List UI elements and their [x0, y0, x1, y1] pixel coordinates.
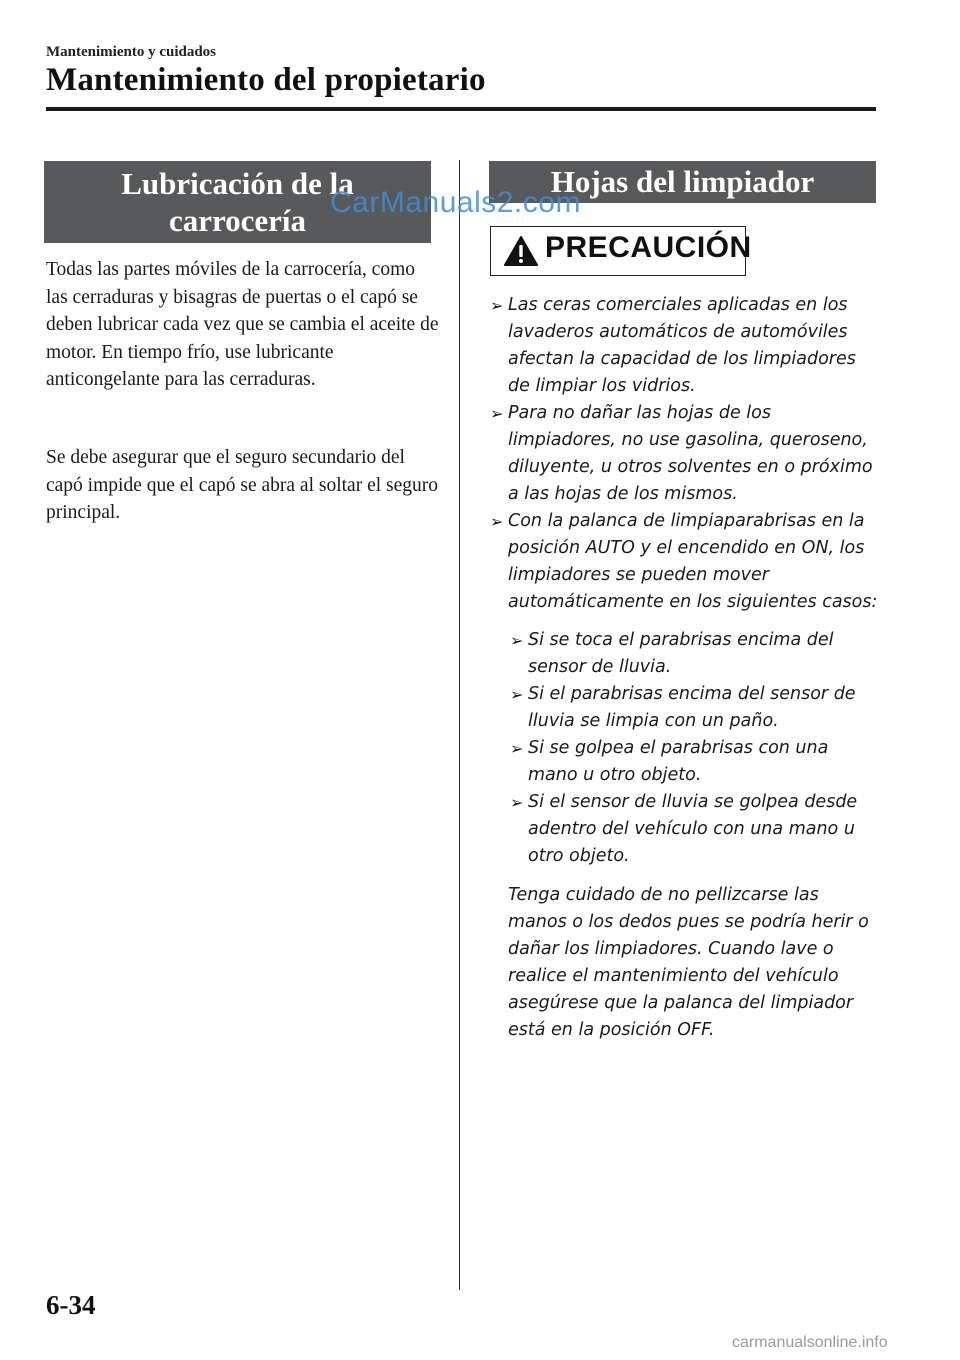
section-heading-line2: carrocería: [168, 203, 307, 238]
column-divider: [459, 160, 460, 1290]
sub-list-item: [510, 627, 880, 681]
caution-label: PRECAUCIÓN: [545, 231, 752, 264]
watermark-bottom: carmanualsonline.info: [732, 1334, 888, 1351]
sub-list-item: [510, 735, 880, 789]
bullet-arrow-icon: ➢: [510, 685, 524, 704]
bullet-arrow-icon: ➢: [490, 512, 504, 531]
sub-list: [490, 627, 880, 870]
caution-list: [490, 292, 880, 1044]
sub-list-item: [510, 789, 880, 870]
list-item-text: Las ceras comerciales aplicadas en los lavaderos automáticos de automóviles afectan la capacidad de los limpiadores de limpiar los vidrios.: [508, 295, 856, 396]
bullet-arrow-icon: ➢: [510, 631, 524, 650]
caution-note: Tenga cuidado de no pellizcarse las manos o los dedos pues se podría herir o dañar los limpiadores. Cuando lave o realice el mantenimiento del vehículo asegúrese que la palanca del limpiador está en la posición OFF.: [508, 885, 869, 1040]
section-heading-hojas: Hojas del limpiador: [489, 161, 876, 203]
list-item: [490, 292, 880, 400]
breadcrumb: Mantenimiento y cuidados: [46, 44, 217, 60]
list-item: [490, 508, 880, 616]
bullet-arrow-icon: ➢: [490, 404, 504, 423]
list-item: [490, 400, 880, 508]
bullet-arrow-icon: ➢: [510, 793, 524, 812]
caution-banner: [490, 226, 752, 276]
sub-list-item-text: Si se golpea el parabrisas con una mano u otro objeto.: [528, 738, 829, 785]
sub-list-item-text: Si el sensor de lluvia se golpea desde adentro del vehículo con una mano u otro objeto.: [528, 792, 858, 866]
list-item-text: Para no dañar las hojas de los limpiadores, no use gasolina, queroseno, diluyente, u otros solventes en o próximo a las hojas de los mismos.: [508, 403, 873, 504]
sub-list-item-text: Si el parabrisas encima del sensor de lluvia se limpia con un paño.: [528, 684, 856, 731]
sub-list-item-text: Si se toca el parabrisas encima del sensor de lluvia.: [528, 630, 834, 677]
paragraph-hood-latch: Se debe asegurar que el seguro secundario del capó impide que el capó se abra al soltar el seguro principal.: [46, 447, 439, 523]
page-title: Mantenimiento del propietario: [46, 62, 486, 98]
bullet-arrow-icon: ➢: [510, 739, 524, 758]
warning-triangle-icon: [503, 235, 539, 267]
page-number: 6-34: [46, 1290, 96, 1320]
watermark-top: CarManuals2.com: [330, 186, 581, 219]
paragraph-lubrication: Todas las partes móviles de la carrocería, como las cerraduras y bisagras de puertas o el capó se deben lubricar cada vez que se cambia el aceite de motor. En tiempo frío, use lubricante anticongelante para las cerraduras.: [46, 259, 439, 390]
list-item-text: Con la palanca de limpiaparabrisas en la posición AUTO y el encendido en ON, los limpiadores se pueden mover automáticamente en los siguientes casos:: [508, 511, 878, 612]
sub-list-item: [510, 681, 880, 735]
section-heading-line1: Lubricación de la: [121, 166, 354, 201]
bullet-arrow-icon: ➢: [490, 296, 504, 315]
title-rule: [46, 107, 876, 111]
